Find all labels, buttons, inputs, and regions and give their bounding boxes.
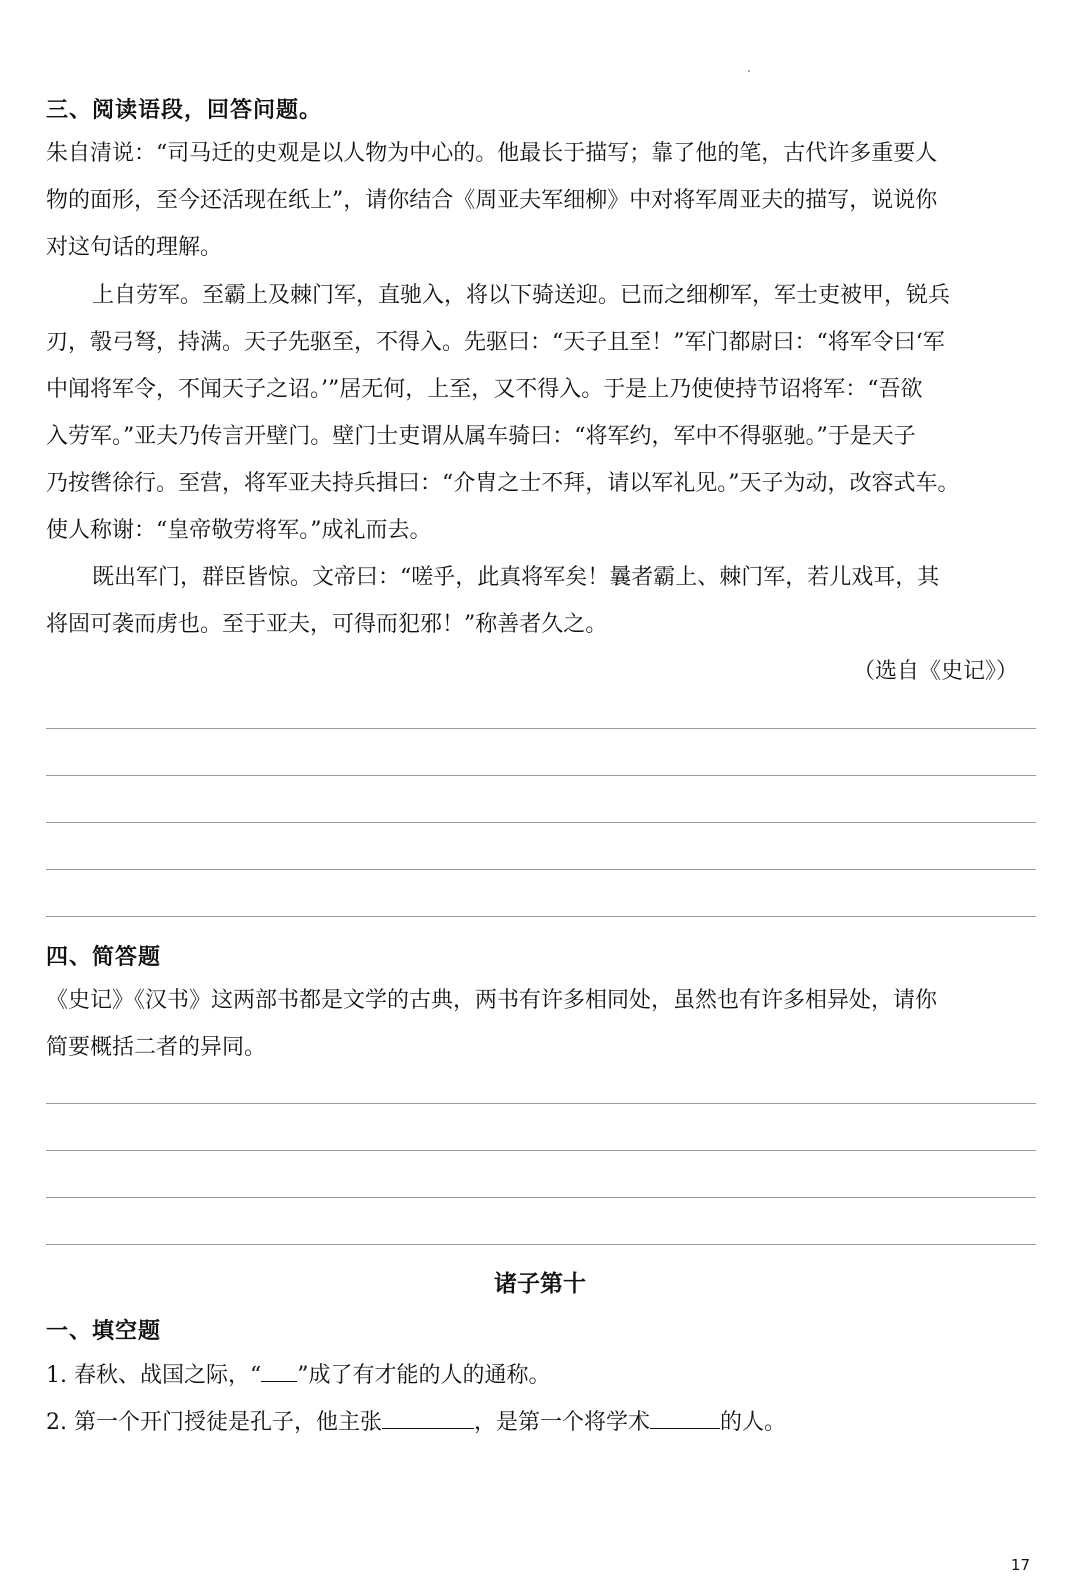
q2-text-middle: ，是第一个将学术 (474, 1410, 651, 1435)
q2-text-after: 的人。 (720, 1410, 787, 1435)
section4-prompt (46, 977, 1036, 1071)
answer-line[interactable] (46, 1150, 1036, 1151)
q1-text-before: 1. 春秋、战国之际，“ (46, 1363, 262, 1388)
fill-section-title: 一、填空题 (46, 1318, 162, 1344)
answer-line[interactable] (46, 916, 1036, 917)
passage-line: 入劳军。”亚夫乃传言开壁门。壁门士吏谓从属车骑曰：“将军约，军中不得驱驰。”于是天子 (46, 424, 916, 449)
q2-blank-2[interactable] (650, 1428, 720, 1429)
section4-prompt-line: 简要概括二者的异同。 (46, 1035, 267, 1060)
q1-text-after: ”成了有才能的人的通称。 (297, 1363, 551, 1388)
section4-title: 四、简答题 (46, 944, 162, 970)
section3-title: 三、阅读语段，回答问题。 (46, 97, 323, 123)
passage-paragraph-1 (46, 272, 1036, 554)
passage-line: 乃按辔徐行。至营，将军亚夫持兵揖曰：“介胄之士不拜，请以军礼见。”天子为动，改容式车。 (46, 471, 960, 496)
passage-line: 中闻将军令，不闻天子之诏。’”居无何，上至，又不得入。于是上乃使使持节诏将军：“吾欲 (46, 377, 923, 402)
fill-question-1 (46, 1352, 1036, 1399)
section3-prompt-line: 物的面形，至今还活现在纸上”，请你结合《周亚夫军细柳》中对将军周亚夫的描写，说说你 (46, 188, 938, 213)
passage-line: 既出军门，群臣皆惊。文帝曰：“嗟乎，此真将军矣！曩者霸上、棘门军，若儿戏耳，其 (92, 565, 940, 590)
answer-line[interactable] (46, 775, 1036, 776)
answer-line[interactable] (46, 728, 1036, 729)
passage-line: 将固可袭而虏也。至于亚夫，可得而犯邪！”称善者久之。 (46, 612, 608, 637)
passage-line: 刃，彀弓弩，持满。天子先驱至，不得入。先驱曰：“天子且至！”军门都尉曰：“将军令曰‘军 (46, 330, 945, 355)
answer-line[interactable] (46, 1197, 1036, 1198)
passage-line: 上自劳军。至霸上及棘门军，直驰入，将以下骑送迎。已而之细柳军，军士吏被甲，锐兵 (92, 283, 951, 308)
section3-answer-area[interactable] (46, 728, 1036, 917)
scan-speck (748, 70, 750, 72)
chapter-title: 诸子第十 (494, 1270, 586, 1297)
fill-question-2 (46, 1399, 1036, 1446)
section3-prompt (46, 130, 1036, 271)
q2-text-before: 2. 第一个开门授徒是孔子，他主张 (46, 1410, 382, 1435)
q2-blank-1[interactable] (382, 1428, 474, 1429)
section4-answer-area[interactable] (46, 1103, 1036, 1245)
answer-line[interactable] (46, 1103, 1036, 1104)
answer-line[interactable] (46, 1244, 1036, 1245)
passage-paragraph-2 (46, 554, 1036, 648)
page-number: 17 (1010, 1556, 1030, 1574)
q1-blank[interactable] (261, 1381, 297, 1382)
passage-source: （选自《史记》） (852, 659, 1018, 684)
section3-prompt-line: 对这句话的理解。 (46, 235, 223, 260)
passage-line: 使人称谢：“皇帝敬劳将军。”成礼而去。 (46, 518, 432, 543)
answer-line[interactable] (46, 869, 1036, 870)
section4-prompt-line: 《史记》《汉书》这两部书都是文学的古典，两书有许多相同处，虽然也有许多相异处，请你 (46, 988, 938, 1013)
answer-line[interactable] (46, 822, 1036, 823)
section3-prompt-line: 朱自清说：“司马迁的史观是以人物为中心的。他最长于描写；靠了他的笔，古代许多重要人 (46, 141, 938, 166)
